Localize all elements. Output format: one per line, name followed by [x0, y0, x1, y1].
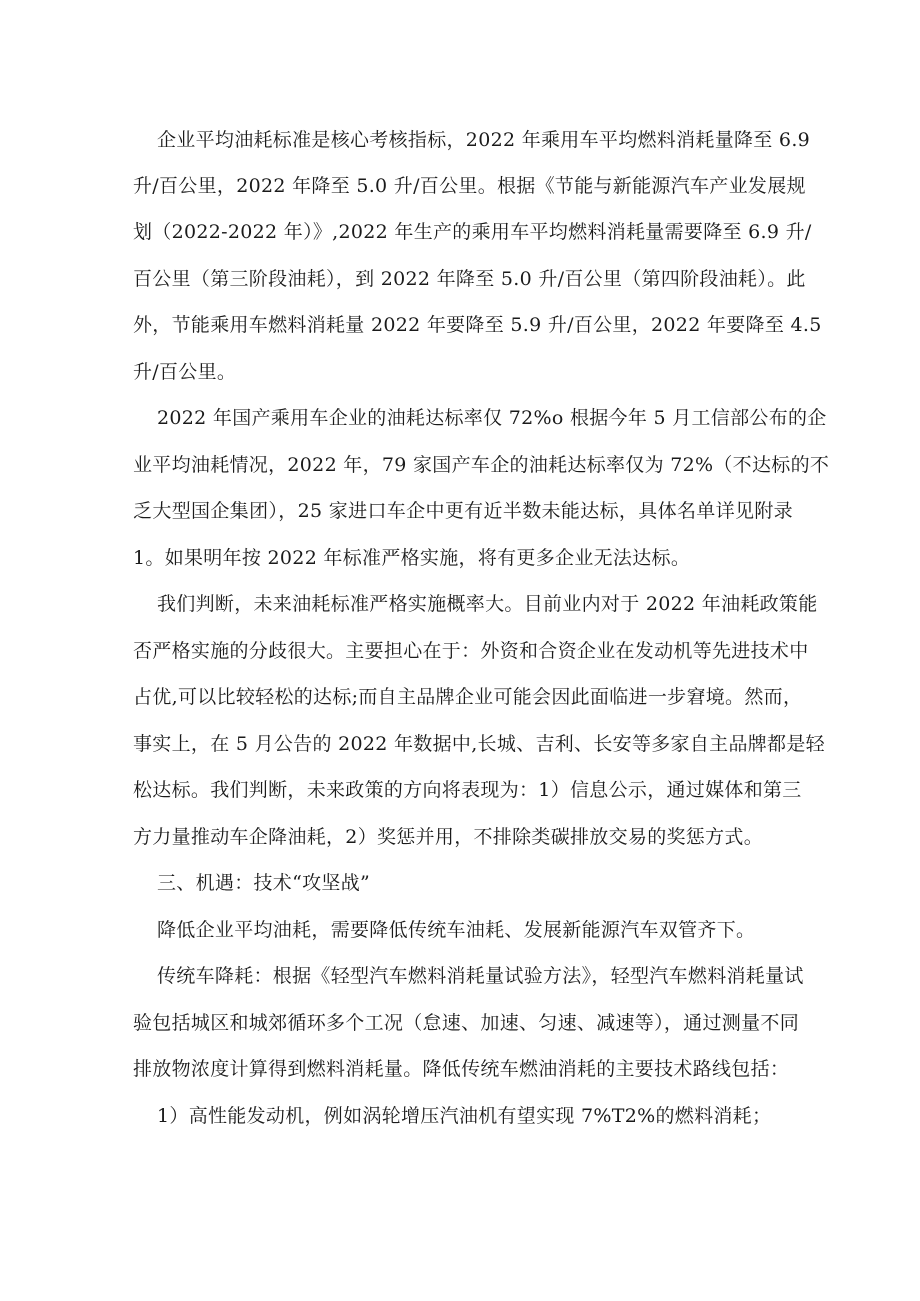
- text-line-6: 升/百公里。: [133, 361, 237, 383]
- text-line-11: 我们判断，未来油耗标准严格实施概率大。目前业内对于 2022 年油耗政策能: [157, 593, 818, 615]
- text-line-8: 业平均油耗情况，2022 年，79 家国产车企的油耗达标率仅为 72%（不达标的不: [133, 454, 830, 476]
- text-line-9: 乏大型国企集团），25 家进口车企中更有近半数未能达标，具体名单详见附录: [133, 500, 793, 522]
- text-line-3: 划（2022-2022 年）》,2022 年生产的乘用车平均燃料消耗量需要降至 6.9 升/: [133, 221, 812, 243]
- section-heading: 三、机遇：技术“攻坚战”: [157, 872, 371, 894]
- text-line-20: 验包括城区和城郊循环多个工况（怠速、加速、匀速、减速等），通过测量不同: [133, 1012, 800, 1034]
- text-line-18: 降低企业平均油耗，需要降低传统车油耗、发展新能源汽车双管齐下。: [157, 919, 756, 941]
- text-line-15: 松达标。我们判断，未来政策的方向将表现为：1）信息公示，通过媒体和第三: [133, 779, 802, 801]
- text-line-1: 企业平均油耗标准是核心考核指标，2022 年乘用车平均燃料消耗量降至 6.9: [157, 129, 811, 151]
- text-line-5: 外，节能乘用车燃料消耗量 2022 年要降至 5.9 升/百公里，2022 年要降至 4.5: [133, 314, 822, 336]
- text-line-14: 事实上，在 5 月公告的 2022 年数据中,长城、吉利、长安等多家自主品牌都是轻: [133, 733, 825, 755]
- text-line-21: 排放物浓度计算得到燃料消耗量。降低传统车燃油消耗的主要技术路线包括：: [133, 1058, 790, 1080]
- text-line-2: 升/百公里，2022 年降至 5.0 升/百公里。根据《节能与新能源汽车产业发展规: [133, 175, 806, 197]
- text-line-12: 否严格实施的分歧很大。主要担心在于：外资和合资企业在发动机等先进技术中: [133, 640, 809, 662]
- list-item-1: 1）高性能发动机，例如涡轮增压汽油机有望实现 7%T2%的燃料消耗；: [157, 1105, 772, 1127]
- text-line-19: 传统车降耗：根据《轻型汽车燃料消耗量试验方法》，轻型汽车燃料消耗量试: [157, 965, 804, 987]
- text-line-16: 方力量推动车企降油耗，2）奖惩并用，不排除类碳排放交易的奖惩方式。: [133, 826, 763, 848]
- text-line-10: 1。如果明年按 2022 年标准严格实施，将有更多企业无法达标。: [133, 547, 691, 569]
- text-line-7: 2022 年国产乘用车企业的油耗达标率仅 72%o 根据今年 5 月工信部公布的企: [157, 407, 827, 429]
- text-line-13: 占优,可以比较轻松的达标;而自主品牌企业可能会因此面临进一步窘境。然而，: [133, 686, 803, 708]
- text-line-4: 百公里（第三阶段油耗），到 2022 年降至 5.0 升/百公里（第四阶段油耗）。此: [133, 268, 806, 290]
